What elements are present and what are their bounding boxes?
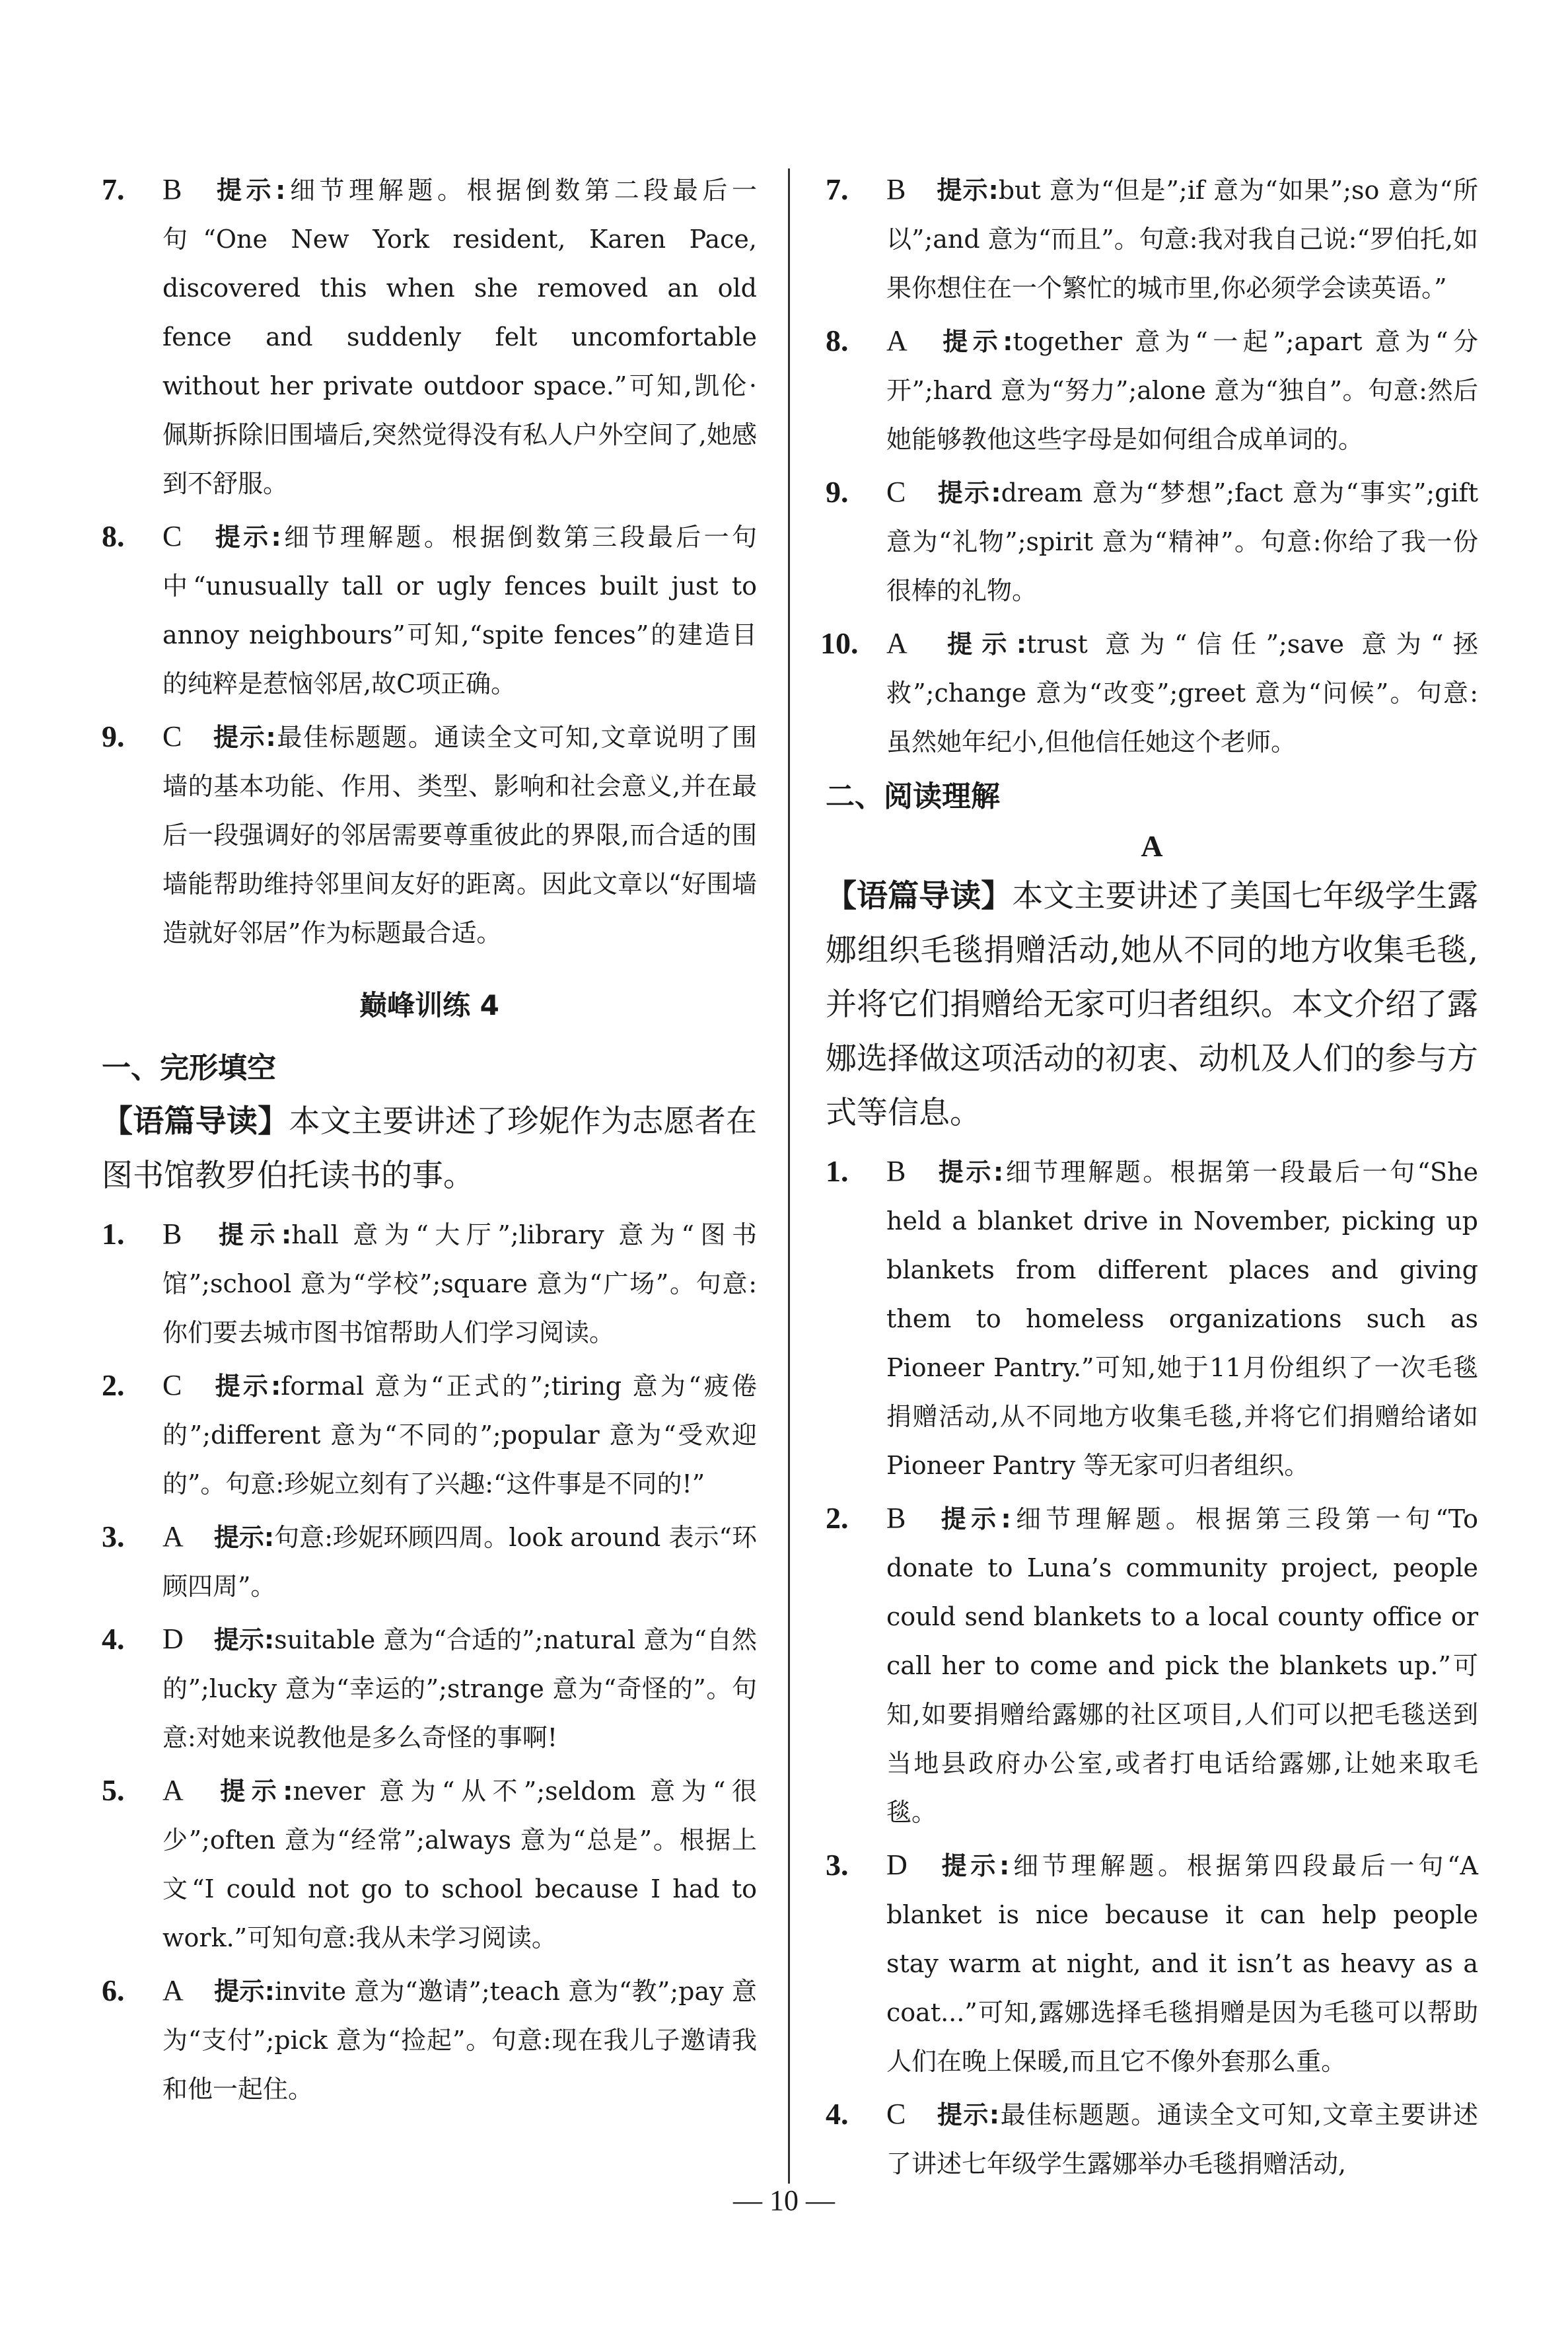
hint-label: 提示: [212, 523, 281, 552]
answer-letter: A [886, 324, 908, 357]
part-heading-cloze: 一、完形填空 [102, 1051, 276, 1085]
answer-item [826, 2090, 1478, 2188]
answer-item [826, 165, 1478, 313]
part-heading-reading: 二、阅读理解 [826, 780, 1000, 813]
intro-tag: 【语篇导读】 [102, 1103, 289, 1140]
answer-item [826, 316, 1478, 464]
passage-intro [826, 869, 1478, 1140]
item-number: 1. [826, 1154, 849, 1188]
hint-label: 提示: [212, 176, 286, 205]
item-number: 7. [102, 172, 125, 206]
item-number: 9. [102, 720, 125, 753]
answer-letter: C [886, 2098, 906, 2130]
answer-letter: A [886, 627, 908, 659]
explanation-text: trust 意为“信任”;save 意为“拯救”;change 意为“改变”;greet 意为“问候”。句意:虽然她年纪小,但他信任她这个老师。 [886, 630, 1478, 757]
intro-tag: 【语篇导读】 [826, 878, 1013, 914]
answer-letter: A [162, 1974, 184, 2007]
hint-label: 提示: [936, 176, 999, 205]
answer-letter: B [886, 173, 906, 205]
hint-label: 提示: [937, 630, 1027, 659]
answer-item [826, 1147, 1478, 1490]
answer-item [102, 1615, 758, 1762]
item-number: 3. [102, 1520, 125, 1553]
answer-letter: C [162, 1369, 182, 1401]
hint-label: 提示: [937, 327, 1013, 356]
item-number: 4. [102, 1622, 125, 1656]
explanation-text: suitable 意为“合适的”;natural 意为“自然的”;lucky 意为“幸运的”;strange 意为“奇怪的”。句意:对她来说教他是多么奇怪的事啊! [162, 1625, 758, 1752]
explanation-text: invite 意为“邀请”;teach 意为“教”;pay 意为“支付”;pick 意为“捡起”。句意:现在我儿子邀请我和他一起住。 [162, 1977, 757, 2104]
hint-label: 提示: [213, 1523, 275, 1552]
item-number: 3. [826, 1848, 849, 1882]
explanation-text: 句意:珍妮环顾四周。look around 表示“环顾四周”。 [162, 1523, 757, 1601]
answer-item [826, 468, 1478, 615]
answer-item [826, 1841, 1478, 2086]
item-number: 2. [102, 1368, 125, 1402]
answer-letter: C [886, 476, 906, 508]
page-number: — 10 — [733, 2184, 835, 2217]
item-number: 6. [102, 1974, 125, 2007]
answer-letter: B [886, 1502, 906, 1534]
intro-text: 本文主要讲述了美国七年级学生露娜组织毛毯捐赠活动,她从不同的地方收集毛毯,并将它们捐赠给无家可归者组织。本文介绍了露娜选择做这项活动的初衷、动机及人们的参与方式等信息。 [826, 878, 1479, 1131]
hint-label: 提示: [936, 1504, 1011, 1533]
section-title: 巅峰训练 4 [359, 989, 499, 1021]
answer-letter: A [162, 1520, 184, 1553]
hint-label: 提示: [212, 1220, 292, 1249]
left-column [102, 165, 757, 2118]
answer-list-top [102, 165, 757, 957]
answer-letter: D [886, 1849, 908, 1881]
intro-text: 本文主要讲述了珍妮作为志愿者在图书馆教罗伯托读书的事。 [102, 1103, 757, 1194]
passage-label: A [1141, 829, 1163, 863]
answer-item [820, 619, 1478, 766]
item-number: 10. [820, 626, 859, 660]
explanation-text: 细节理解题。根据倒数第三段最后一句中“unusually tall or ugly fences built just to annoy neighbours”可知,“spite fences”的建造目的纯粹是惹恼邻居,故C项正确。 [162, 523, 757, 698]
item-number: 8. [102, 519, 125, 553]
item-number: 9. [826, 475, 849, 509]
explanation-text: formal 意为“正式的”;tiring 意为“疲倦的”;different 意为“不同的”;popular 意为“受欢迎的”。句意:珍妮立刻有了兴趣:“这件事是不同的!” [162, 1372, 757, 1498]
answer-item [102, 1966, 757, 2114]
answer-item [102, 512, 757, 708]
explanation-text: dream 意为“梦想”;fact 意为“事实”;gift 意为“礼物”;spirit 意为“精神”。句意:你给了我一份很棒的礼物。 [886, 478, 1478, 605]
answer-letter: A [162, 1774, 184, 1806]
item-number: 5. [102, 1773, 125, 1807]
answer-item [826, 1494, 1479, 1837]
answer-list [102, 1210, 757, 2114]
answer-letter: C [162, 720, 182, 753]
hint-label: 提示: [212, 723, 276, 752]
hint-label: 提示: [936, 1158, 1004, 1187]
answer-item [102, 1512, 757, 1611]
explanation-text: 细节理解题。根据第三段第一句“To donate to Luna’s community project, people could send blankets to a local county office or call her to come and pick the blankets up.”可知,如要捐赠给露娜的社区项目,人们可以把毛毯送到当地县政府办公室,或者打电话给露娜,让她来取毛毯。 [886, 1504, 1479, 1827]
answer-letter: C [162, 520, 182, 552]
answer-item [102, 165, 757, 508]
answer-letter: D [162, 1623, 184, 1655]
explanation-text: 最佳标题题。通读全文可知,文章说明了围墙的基本功能、作用、类型、影响和社会意义,并在最后一段强调好的邻居需要尊重彼此的界限,而合适的围墙能帮助维持邻里间友好的距离。因此文章以“好围墙造就好邻居”作为标题最合适。 [162, 723, 757, 947]
answer-list-top [820, 165, 1478, 766]
hint-label: 提示: [213, 1777, 293, 1806]
hint-label: 提示: [212, 1372, 281, 1401]
explanation-text: but 意为“但是”;if 意为“如果”;so 意为“所以”;and 意为“而且”。句意:我对我自己说:“罗伯托,如果你想住在一个繁忙的城市里,你必须学会读英语。” [886, 176, 1478, 303]
hint-label: 提示: [937, 1851, 1010, 1880]
column-divider [788, 168, 790, 2184]
hint-label: 提示: [213, 1977, 275, 2006]
answer-item [102, 1361, 757, 1508]
answer-item [102, 1210, 757, 1357]
hint-label: 提示: [936, 478, 1001, 507]
explanation-text: 细节理解题。根据第四段最后一句“A blanket is nice because it can help people stay warm at night, and it isn’t as heavy as a coat...”可知,露娜选择毛毯捐赠是因为毛毯可以帮助人们在晚上保暖,而且它不像外套那么重。 [886, 1851, 1478, 2076]
answer-item [102, 1766, 757, 1962]
item-number: 7. [826, 172, 849, 206]
answer-item [102, 712, 757, 957]
passage-intro [102, 1095, 757, 1203]
answer-letter: B [886, 1155, 906, 1187]
right-column [820, 165, 1479, 2192]
item-number: 4. [826, 2097, 849, 2131]
item-number: 8. [826, 324, 849, 357]
explanation-text: 最佳标题题。通读全文可知,文章主要讲述了讲述七年级学生露娜举办毛毯捐赠活动, [886, 2100, 1478, 2178]
explanation-text: 细节理解题。根据第一段最后一句“She held a blanket drive in November, picking up blankets from different places and giving them to homeless organizations such as Pioneer Pantry.”可知,她于11月份组织了一次毛毯捐赠活动,从不同地方收集毛毯,并将它们捐赠给诸如 Pioneer Pantry 等无家可归者组织。 [886, 1158, 1478, 1480]
explanation-text: together 意为“一起”;apart 意为“分开”;hard 意为“努力”;alone 意为“独自”。句意:然后她能够教他这些字母是如何组合成单词的。 [886, 327, 1478, 454]
explanation-text: 细节理解题。根据倒数第二段最后一句“One New York resident, Karen Pace, discovered this when she removed an old fence and suddenly felt uncomfortable without her private outdoor space.”可知,凯伦·佩斯拆除旧围墙后,突然觉得没有私人户外空间了,她感到不舒服。 [162, 176, 757, 498]
answer-letter: B [162, 1218, 182, 1250]
answer-letter: B [162, 173, 182, 205]
hint-label: 提示: [213, 1625, 275, 1654]
hint-label: 提示: [936, 2100, 1000, 2129]
item-number: 2. [826, 1501, 849, 1535]
item-number: 1. [102, 1217, 125, 1251]
explanation-text: hall 意为“大厅”;library 意为“图书馆”;school 意为“学校”;square 意为“广场”。句意:你们要去城市图书馆帮助人们学习阅读。 [162, 1220, 757, 1347]
answer-list [826, 1147, 1478, 2188]
explanation-text: never 意为“从不”;seldom 意为“很少”;often 意为“经常”;always 意为“总是”。根据上文“I could not go to school because I had to work.”可知句意:我从未学习阅读。 [162, 1777, 757, 1952]
